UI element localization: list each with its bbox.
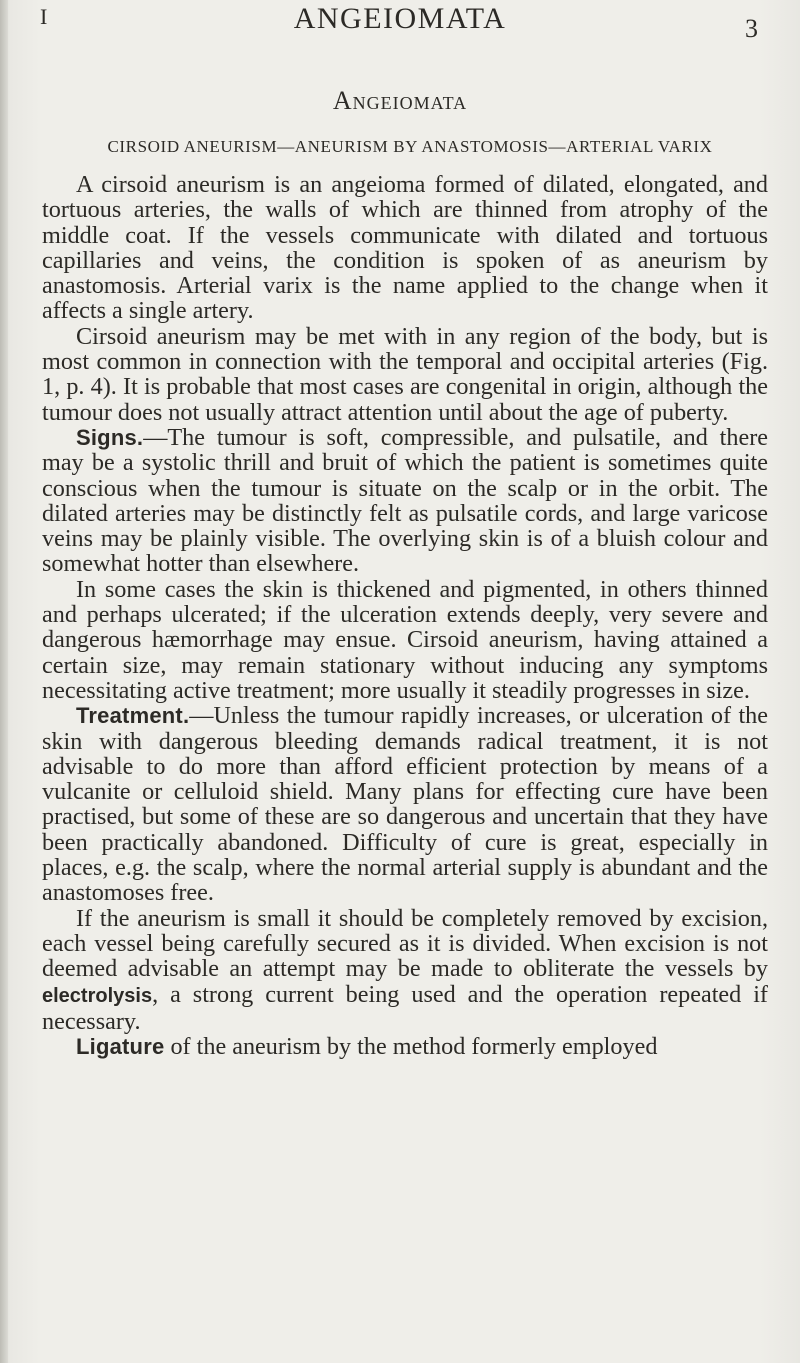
paragraph-7 [42, 1034, 768, 1059]
paragraph-3 [42, 425, 768, 577]
chapter-title: Angeiomata [332, 86, 468, 115]
paragraph-4: In some cases the skin is thickened and pigmented, in others thinned and perhaps ulcerated; if the ulceration extends deeply, very severe and dangerous hæmorrhage may ensue. Cirsoid aneurism, having attained a certain size, may remain stationary without inducing any symptoms necessitating active treatment; more usually it steadily progresses in size. [42, 575, 768, 704]
paragraph-5-text: —Unless the tumour rapidly increases, or ulceration of the skin with dangerous bleeding demands radical treatment, it is not advisable to do more than afford efficient protection by means of a vulcanite or celluloid shield. Many plans for effecting cure have been practised, but some of these are so dangerous and uncertain that they have been practically abandoned. Difficulty of cure is great, especially in places, e.g. the scalp, where the normal arterial supply is abundant and the anastomoses free. [42, 702, 768, 907]
paragraph-1: A cirsoid aneurism is an angeioma formed of dilated, elongated, and tortuous arteries, the walls of which are thinned from atrophy of the middle coat. If the vessels communicate with dilated and tortuous capillaries and veins, the condition is spoken of as aneurism by anastomosis. Arterial varix is the name applied to the change when it affects a single artery. [42, 171, 768, 325]
running-head [0, 2, 800, 42]
paragraph-3-text: —The tumour is soft, compressible, and pulsatile, and there may be a systolic thrill and bruit of which the patient is sometimes quite conscious when the tumour is situate on the scalp or in the orbit. The dilated arteries may be distinctly felt as pulsatile cords, and large varicose veins may be plainly visible. The overlying skin is of a bluish colour and somewhat hotter than elsewhere. [42, 423, 768, 578]
ligature-heading: Ligature [76, 1034, 165, 1060]
page-gutter-shadow [0, 0, 8, 1363]
paragraph-6-text-b: , a strong current being used and the operation repeated if necessary. [42, 980, 768, 1035]
paragraph-7-text: of the aneurism by the method formerly employed [164, 1033, 658, 1061]
paragraph-2: Cirsoid aneurism may be met with in any region of the body, but is most common in connection with the temporal and occipital arteries (Fig. 1, p. 4). It is probable that most cases are congenital in origin, although the tumour does not usually attract attention until about the age of puberty. [42, 322, 768, 426]
treatment-heading: Treatment. [76, 703, 190, 729]
page-number: 3 [745, 14, 758, 43]
paragraph-6 [42, 906, 768, 1034]
body-text [42, 172, 768, 1059]
running-head-left-marker: I [40, 4, 49, 29]
paragraph-6-text-a: If the aneurism is small it should be completely removed by excision, each vessel being carefully secured as it is divided. When excision is not deemed advisable an attempt may be made to obliterate the vessels by [42, 904, 768, 983]
signs-heading: Signs. [76, 424, 144, 450]
electrolysis-term: electrolysis [42, 984, 153, 1007]
paragraph-5 [42, 703, 768, 905]
running-head-title: ANGEIOMATA [293, 2, 507, 35]
section-subheading: CIRSOID ANEURISM—ANEURISM BY ANASTOMOSIS—ARTERIAL VARIX [107, 137, 713, 156]
